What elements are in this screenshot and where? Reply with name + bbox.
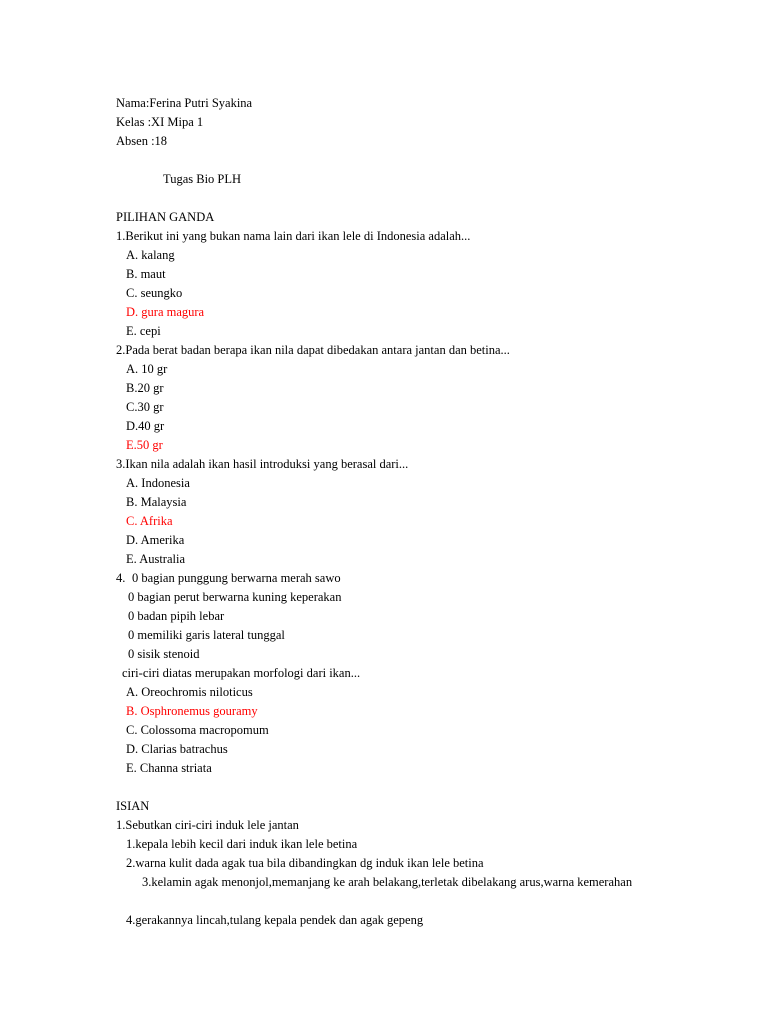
isian-answer: 1.kepala lebih kecil dari induk ikan lele betina [126, 837, 358, 851]
isian-answer: 4.gerakannya lincah,tulang kepala pendek dan agak gepeng [126, 913, 424, 927]
section-heading-pilihan-ganda: PILIHAN GANDA [116, 210, 215, 224]
question-4-number: 4. [116, 571, 126, 585]
q2-option-d: D.40 gr [126, 419, 165, 433]
q3-option-d: D. Amerika [126, 533, 185, 547]
isian-answer: 3.kelamin agak menonjol,memanjang ke arah belakang,terletak dibelakang arus,warna kemerahan [142, 875, 633, 889]
q1-option-d-answer: D. gura magura [126, 305, 205, 319]
q3-option-a: A. Indonesia [126, 476, 190, 490]
assignment-title: Tugas Bio PLH [163, 172, 242, 186]
q1-option-b: B. maut [126, 267, 166, 281]
section-heading-isian: ISIAN [116, 799, 150, 813]
q4-feature: 0 badan pipih lebar [128, 609, 225, 623]
isian-answer: 2.warna kulit dada agak tua bila dibandingkan dg induk ikan lele betina [126, 856, 484, 870]
q4-feature: 0 bagian punggung berwarna merah sawo [132, 571, 341, 585]
student-class: Kelas :XI Mipa 1 [116, 115, 204, 129]
q1-option-c: C. seungko [126, 286, 183, 300]
q4-option-a: A. Oreochromis niloticus [126, 685, 253, 699]
q1-option-a: A. kalang [126, 248, 175, 262]
question-1: 1.Berikut ini yang bukan nama lain dari ikan lele di Indonesia adalah... [116, 229, 471, 243]
isian-answer-paragraph [116, 873, 653, 892]
student-name: Nama:Ferina Putri Syakina [116, 96, 253, 110]
question-4: ciri-ciri diatas merupakan morfologi dari ikan... [122, 666, 361, 680]
q4-feature: 0 bagian perut berwarna kuning keperakan [128, 590, 342, 604]
q2-option-e-answer: E.50 gr [126, 438, 163, 452]
q4-feature: 0 memiliki garis lateral tunggal [128, 628, 285, 642]
q3-option-b: B. Malaysia [126, 495, 187, 509]
question-2: 2.Pada berat badan berapa ikan nila dapat dibedakan antara jantan dan betina... [116, 343, 510, 357]
q2-option-b: B.20 gr [126, 381, 164, 395]
q4-option-d: D. Clarias batrachus [126, 742, 228, 756]
isian-question-1: 1.Sebutkan ciri-ciri induk lele jantan [116, 818, 299, 832]
q2-option-c: C.30 gr [126, 400, 164, 414]
student-absence-number: Absen :18 [116, 134, 168, 148]
q4-option-c: C. Colossoma macropomum [126, 723, 269, 737]
question-3: 3.Ikan nila adalah ikan hasil introduksi yang berasal dari... [116, 457, 409, 471]
q4-feature: 0 sisik stenoid [128, 647, 200, 661]
q2-option-a: A. 10 gr [126, 362, 168, 376]
q1-option-e: E. cepi [126, 324, 161, 338]
q3-option-e: E. Australia [126, 552, 186, 566]
q4-option-b-answer: B. Osphronemus gouramy [126, 704, 258, 718]
q3-option-c-answer: C. Afrika [126, 514, 173, 528]
q4-option-e: E. Channa striata [126, 761, 212, 775]
